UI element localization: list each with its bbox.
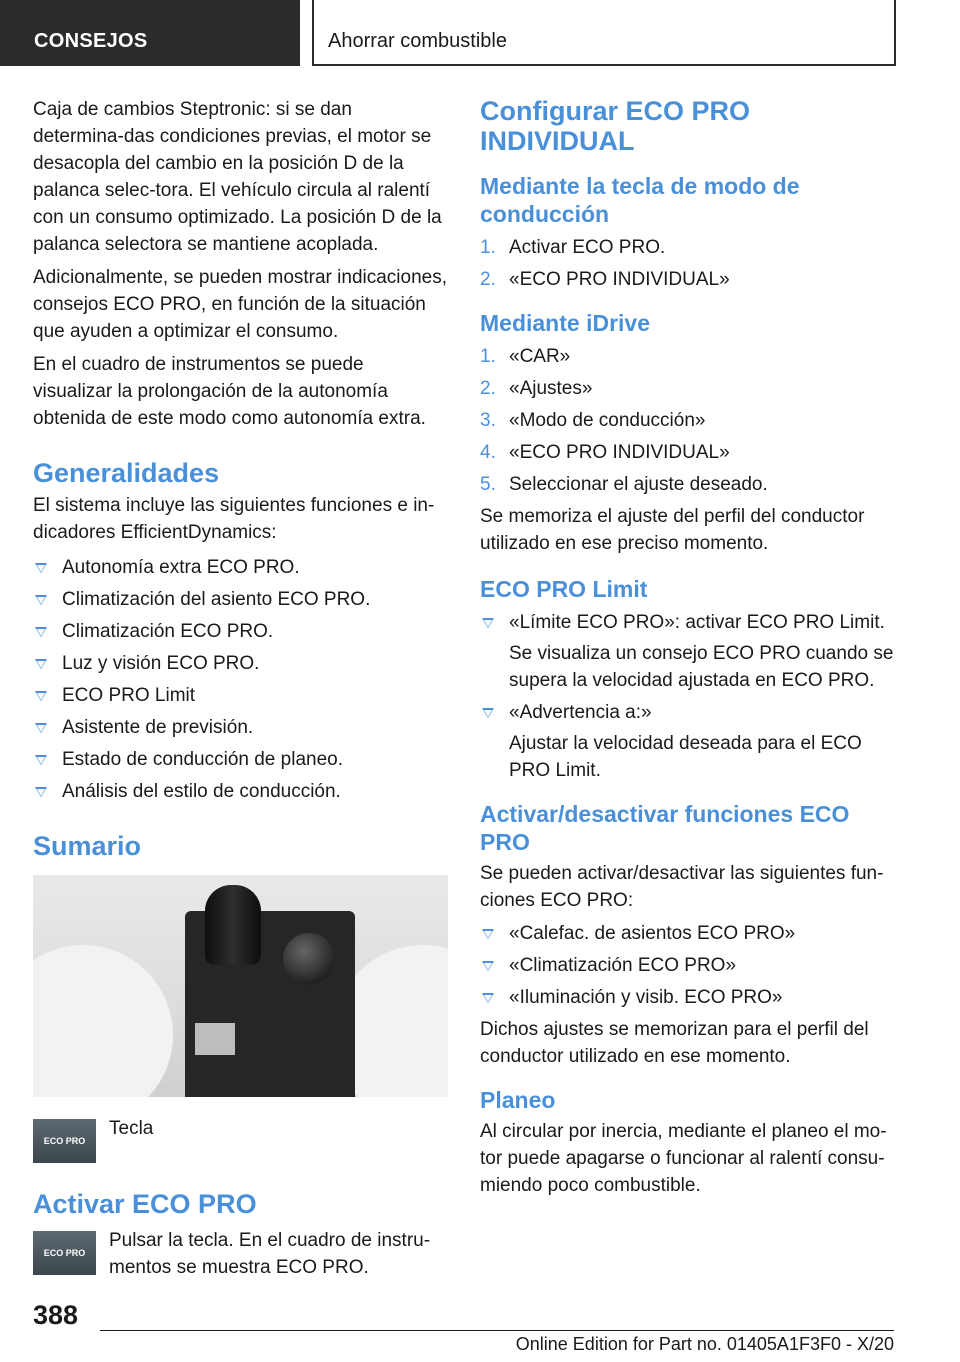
heading-idrive: Mediante iDrive [480, 310, 650, 336]
triangle-bullet-icon [35, 755, 47, 765]
chapter-title: Ahorrar combustible [312, 0, 896, 66]
list-item: «Límite ECO PRO»: activar ECO PRO Limit. Se visualiza un consejo ECO PRO cuando se supera la velocidad ajustada en ECO PRO. [480, 609, 900, 694]
triangle-bullet-icon [35, 723, 47, 733]
step-item: 5. Seleccionar el ajuste deseado. [480, 474, 768, 495]
list-item: Autonomía extra ECO PRO. [33, 554, 448, 581]
console-display [195, 1023, 235, 1055]
section-tab: CONSEJOS [0, 0, 300, 66]
triangle-bullet-icon [35, 691, 47, 701]
left-column [33, 96, 448, 1281]
page-number: 388 [33, 1300, 79, 1330]
step-item: 4. «ECO PRO INDIVIDUAL» [480, 442, 730, 463]
triangle-bullet-icon [35, 595, 47, 605]
heading-limit: ECO PRO Limit [480, 576, 648, 602]
limit-list [480, 609, 900, 784]
step-item: 1. «CAR» [480, 346, 571, 367]
gear-selector-icon [205, 885, 261, 965]
step-item: 1. Activar ECO PRO. [480, 237, 666, 258]
triangle-bullet-icon [35, 627, 47, 637]
triangle-bullet-icon [35, 659, 47, 669]
right-column [480, 96, 900, 1205]
list-item: Luz y visión ECO PRO. [33, 650, 448, 677]
list-item: Asistente de previsión. [33, 714, 448, 741]
triangle-bullet-icon [482, 929, 494, 939]
list-item: Climatización ECO PRO. [33, 618, 448, 645]
heading-generalidades: Generalidades [33, 458, 220, 488]
page-header [0, 0, 960, 66]
eco-pro-key-icon: ECO PRO [33, 1119, 96, 1163]
center-console-photo [33, 875, 448, 1097]
triangle-bullet-icon [35, 563, 47, 573]
list-item: «Advertencia a:» Ajustar la velocidad deseada para el ECO PRO Limit. [480, 699, 900, 784]
steps-list [480, 234, 900, 293]
paragraph: El sistema incluye las siguientes funciones e in‐dicadores EfficientDynamics: [33, 495, 435, 543]
heading-planeo: Planeo [480, 1087, 556, 1113]
list-item: «Calefac. de asientos ECO PRO» [480, 920, 900, 947]
heading-activar: Activar ECO PRO [33, 1189, 257, 1219]
list-item: Estado de conducción de planeo. [33, 746, 448, 773]
paragraph: Adicionalmente, se pueden mostrar indicaciones, consejos ECO PRO, en función de la situación que ayuden a optimizar el consumo. [33, 267, 448, 342]
triangle-bullet-icon [482, 993, 494, 1003]
list-item: Climatización del asiento ECO PRO. [33, 586, 448, 613]
feature-list [33, 554, 448, 805]
heading-activar-desactivar: Activar/desactivar funciones ECO PRO [480, 801, 850, 855]
list-item: «Iluminación y visib. ECO PRO» [480, 984, 900, 1011]
edition-footer: Online Edition for Part no. 01405A1F3F0 - X/20 [515, 1334, 894, 1354]
idrive-controller-icon [283, 933, 335, 985]
paragraph: En el cuadro de instrumentos se puede visualizar la prolongación de la autonomía obtenida de este modo como autonomía extra. [33, 354, 426, 429]
eco-pro-key-icon: ECO PRO [33, 1231, 96, 1275]
key-legend [33, 1115, 448, 1163]
step-item: 2. «ECO PRO INDIVIDUAL» [480, 269, 730, 290]
heading-config: Configurar ECO PRO INDIVIDUAL [480, 96, 751, 156]
functions-list [480, 920, 900, 1011]
step-item: 2. «Ajustes» [480, 378, 593, 399]
list-item: Análisis del estilo de conducción. [33, 778, 448, 805]
triangle-bullet-icon [482, 961, 494, 971]
key-caption: Tecla [109, 1118, 154, 1139]
heading-modo: Mediante la tecla de modo de conducción [480, 173, 800, 227]
footer-divider [100, 1330, 894, 1331]
triangle-bullet-icon [482, 708, 494, 718]
paragraph: Dichos ajustes se memorizan para el perfil del conductor utilizado en ese momento. [480, 1019, 869, 1067]
heading-sumario: Sumario [33, 831, 142, 861]
instruction-text: Pulsar la tecla. En el cuadro de instru‐mentos se muestra ECO PRO. [109, 1230, 431, 1278]
seat-shape [33, 945, 173, 1097]
step-item: 3. «Modo de conducción» [480, 410, 706, 431]
paragraph: Se pueden activar/desactivar las siguientes fun‐ciones ECO PRO: [480, 863, 884, 911]
list-item: «Climatización ECO PRO» [480, 952, 900, 979]
paragraph: Al circular por inercia, mediante el planeo el mo‐tor puede apagarse o funcionar al ralentí consu‐miendo poco combustible. [480, 1121, 887, 1196]
steps-list [480, 343, 900, 498]
paragraph: Se memoriza el ajuste del perfil del conductor utilizado en ese preciso momento. [480, 506, 865, 554]
key-instruction [33, 1227, 448, 1281]
triangle-bullet-icon [35, 787, 47, 797]
list-item: ECO PRO Limit [33, 682, 448, 709]
triangle-bullet-icon [482, 618, 494, 628]
paragraph: Caja de cambios Steptronic: si se dan determina‐das condiciones previas, el motor se desacopla del cambio en la posición D de la palanca selec‐tora. El vehículo circula al ralentí con un consumo optimizado. La posición D de la palanca selectora se mantiene acoplada. [33, 99, 442, 255]
